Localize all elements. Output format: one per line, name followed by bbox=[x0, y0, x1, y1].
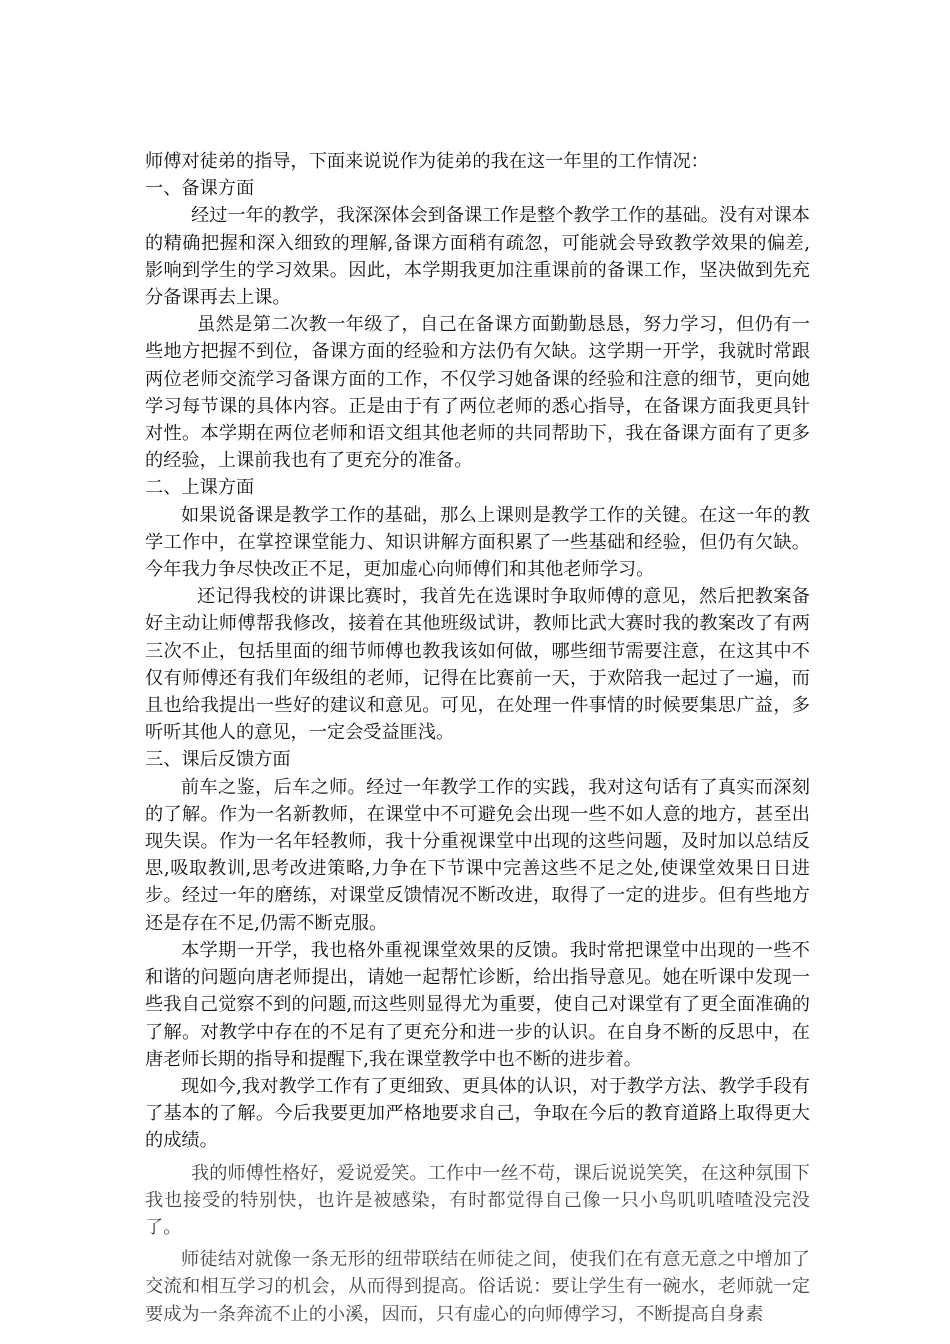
document-body bbox=[145, 148, 810, 1328]
paragraph-lesson-prep-2: 虽然是第二次教一年级了，自己在备课方面勤勤恳恳，努力学习，但仍有一些地方把握不到位，备课方面的经验和方法仍有欠缺。这学期一开学，我就时常跟两位老师交流学习备课方面的工作，不仅学习她备课的经验和注意的细节，更向她学习每节课的具体内容。正是由于有了两位老师的悉心指导，在备课方面我更具针对性。本学期在两位老师和语文组其他老师的共同帮助下，我在备课方面有了更多的经验，上课前我也有了更充分的准备。 bbox=[145, 314, 810, 472]
section-heading-feedback: 三、课后反馈方面 bbox=[145, 749, 291, 771]
paragraph-teaching-1: 如果说备课是教学工作的基础，那么上课则是教学工作的关键。在这一年的教学工作中，在掌控课堂能力、知识讲解方面积累了一些基础和经验，但仍有欠缺。今年我力争尽快改正不足，更加虚心向师傅们和其他老师学习。 bbox=[145, 504, 810, 581]
paragraph-feedback-1: 前车之鉴，后车之师。经过一年教学工作的实践，我对这句话有了真实而深刻的了解。作为一名新教师，在课堂中不可避免会出现一些不如人意的地方，甚至出现失误。作为一名年轻教师，我十分重视课堂中出现的这些问题，及时加以总结反思,吸取教训,思考改进策略,力争在下节课中完善这些不足之处,使课堂效果日日进步。经过一年的磨练，对课堂反馈情况不断改进，取得了一定的进步。但有些地方还是存在不足,仍需不断克服。 bbox=[145, 776, 810, 934]
paragraph-closing: 师徒结对就像一条无形的纽带联结在师徒之间，使我们在有意无意之中增加了交流和相互学习的机会，从而得到提高。俗话说：要让学生有一碗水，老师就一定要成为一条奔流不止的小溪，因而，只有虚心的向师傅学习，不断提高自身素 bbox=[145, 1249, 810, 1325]
paragraph-feedback-2: 本学期一开学，我也格外重视课堂效果的反馈。我时常把课堂中出现的一些不和谐的问题向唐老师提出，请她一起帮忙诊断，给出指导意见。她在听课中发现一些我自己觉察不到的问题,而这些则显得尤为重要，使自己对课堂有了更全面准确的了解。对教学中存在的不足有了更充分和进一步的认识。在自身不断的反思中，在唐老师长期的指导和提醒下,我在课堂教学中也不断的进步着。 bbox=[145, 939, 810, 1070]
section-heading-teaching: 二、上课方面 bbox=[145, 477, 255, 499]
paragraph-lesson-prep-1: 经过一年的教学，我深深体会到备课工作是整个教学工作的基础。没有对课本的精确把握和深入细致的理解,备课方面稍有疏忽，可能就会导致教学效果的偏差,影响到学生的学习效果。因此，本学期我更加注重课前的备课工作，坚决做到先充分备课再去上课。 bbox=[145, 205, 810, 309]
intro-line: 师傅对徒弟的指导，下面来说说作为徒弟的我在这一年里的工作情况： bbox=[145, 151, 709, 172]
paragraph-teaching-2: 还记得我校的讲课比赛时，我首先在选课时争取师傅的意见，然后把教案备好主动让师傅帮我修改，接着在其他班级试讲，教师比武大赛时我的教案改了有两三次不止，包括里面的细节师傅也教我该如何做，哪些细节需要注意，在这其中不仅有师傅还有我们年级组的老师，记得在比赛前一天，于欢陪我一起过了一遍，而且也给我提出一些好的建议和意见。可见，在处理一件事情的时候要集思广益，多听听其他人的意见，一定会受益匪浅。 bbox=[145, 586, 810, 744]
paragraph-mentor: 我的师傅性格好，爱说爱笑。工作中一丝不苟，课后说说笑笑，在这种氛围下我也接受的特别快，也许是被感染，有时都觉得自己像一只小鸟叽叽喳喳没完没了。 bbox=[145, 1162, 810, 1238]
paragraph-feedback-3: 现如今,我对教学工作有了更细致、更具体的认识，对于教学方法、教学手段有了基本的了解。今后我要更加严格地要求自己，争取在今后的教育道路上取得更大的成绩。 bbox=[145, 1075, 810, 1152]
section-heading-lesson-prep: 一、备课方面 bbox=[145, 178, 255, 200]
